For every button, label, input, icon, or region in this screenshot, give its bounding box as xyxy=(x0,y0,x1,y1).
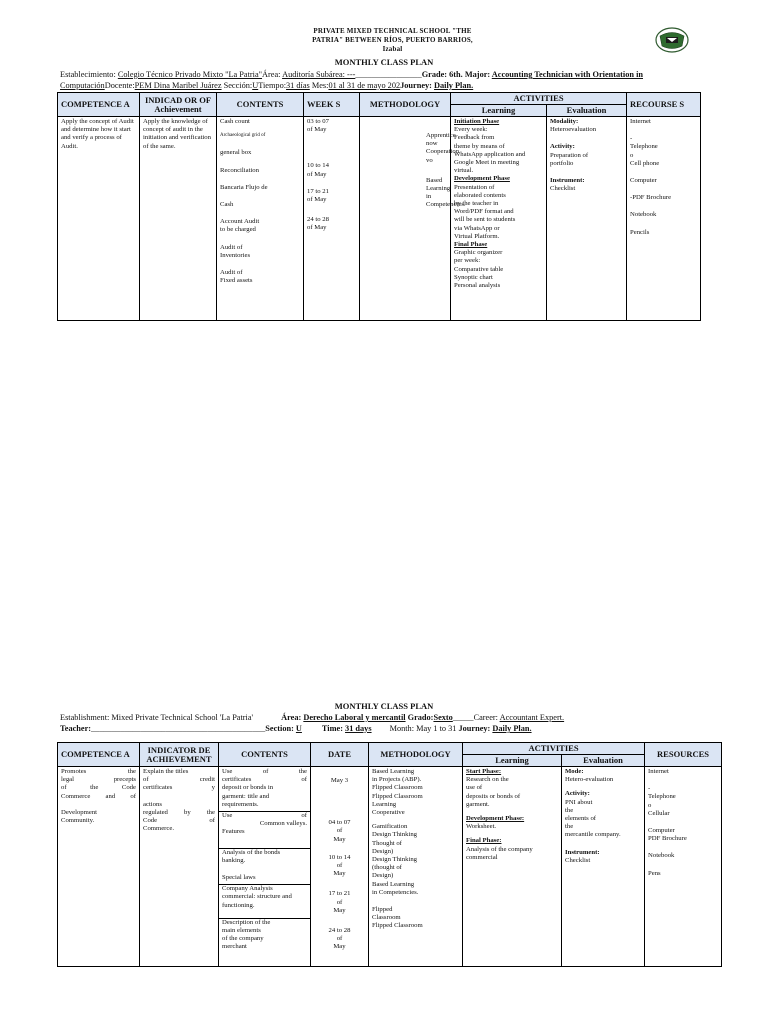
plan1-info-row-2 xyxy=(60,80,473,91)
header-competence: COMPETENCE A xyxy=(58,743,140,767)
journey-value: Daily Plan. xyxy=(434,81,474,90)
plan1-info-row-1 xyxy=(60,69,643,80)
competence-cell xyxy=(58,767,140,967)
activity-line: mercantile company. xyxy=(565,831,621,839)
activity-label: Activity: xyxy=(565,790,590,798)
date-line: of xyxy=(336,827,343,835)
method-line: Gamification xyxy=(372,823,408,831)
date-line: of xyxy=(336,898,343,906)
plan2-info-row-2 xyxy=(60,723,532,734)
resource-line: - xyxy=(648,785,651,793)
header-evaluation: Evaluation xyxy=(547,105,627,117)
evaluation-cell xyxy=(547,117,627,321)
section-label: Sección: xyxy=(221,81,253,90)
school-header xyxy=(250,27,535,54)
method-line: Cooperation xyxy=(426,148,460,156)
header-activities: ACTIVITIES xyxy=(463,743,645,755)
header-indicator: INDICATOR DE ACHIEVEMENT xyxy=(140,743,219,767)
plan2-title: MONTHLY CLASS PLAN xyxy=(334,701,434,711)
resource-line: Notebook xyxy=(648,852,675,860)
resource-line: Internet xyxy=(630,118,651,125)
phase-title: Initiation Phase xyxy=(454,118,500,125)
resource-line: Cell phone xyxy=(630,159,660,167)
school-location: Izabal xyxy=(382,45,403,53)
time-label: Tiempo: xyxy=(258,81,287,90)
learning-line: per week: xyxy=(454,257,481,265)
header-date: DATE xyxy=(311,743,369,767)
activity-line: elements of xyxy=(565,815,597,823)
content-line: functioning. xyxy=(222,901,255,909)
content-block xyxy=(219,768,310,812)
content-line: Use of the xyxy=(222,768,307,775)
content-line: merchant xyxy=(222,943,247,951)
content-line: commercial: structure and xyxy=(222,893,292,901)
content-line: Common valleys. xyxy=(259,820,307,828)
learning-line: Comparative table xyxy=(454,265,504,273)
plan1-title: MONTHLY CLASS PLAN xyxy=(334,57,434,67)
learning-line: by the teacher in xyxy=(454,200,499,208)
plan2-table xyxy=(57,742,722,967)
content-line: Cash count xyxy=(220,118,250,125)
establishment-label: Establecimiento: xyxy=(60,70,118,79)
method-line: Design) xyxy=(372,872,394,880)
method-line: (thought of xyxy=(372,864,402,872)
resource-line: o xyxy=(648,801,652,809)
learning-line: Google Meet in meeting xyxy=(454,159,520,167)
method-line: Flipped xyxy=(372,906,393,914)
method-line: Based Learning xyxy=(426,176,451,193)
learning-line: via WhatsApp or xyxy=(454,224,500,232)
learning-line: Analysis of the company xyxy=(466,845,533,853)
time-value: 31 días xyxy=(286,81,310,90)
method-line: Design Thinking xyxy=(372,831,418,839)
date-line: 24 to 28 xyxy=(328,927,351,935)
activity-line: portfolio xyxy=(550,159,574,167)
content-line: Bancaria Flujo de xyxy=(220,183,268,191)
indicator-line: Explain the titles xyxy=(143,768,189,775)
modality-label: Modality: xyxy=(550,118,579,125)
resources-cell xyxy=(645,767,722,967)
grado-value: Sexto xyxy=(433,713,453,722)
journey-value: Daily Plan. xyxy=(492,724,532,733)
method-line: vo xyxy=(426,156,433,164)
area-value: Derecho Laboral y mercantil xyxy=(303,713,406,722)
area-label: Área: xyxy=(281,713,304,722)
competence-line: Community. xyxy=(61,817,95,825)
competence-line: Development xyxy=(61,808,98,816)
content-block xyxy=(219,812,310,849)
content-line: Reconciliation xyxy=(220,166,259,174)
header-competence: COMPETENCE A xyxy=(58,93,140,117)
modality-value: Heteroevaluation xyxy=(550,126,597,134)
week-line: of May xyxy=(307,224,327,232)
activity-label: Activity: xyxy=(550,143,575,151)
instrument-label: Instrument: xyxy=(550,177,585,185)
contents-cell xyxy=(217,117,304,321)
content-line: to be charged xyxy=(220,226,256,234)
journey-label: Journey: xyxy=(458,724,493,733)
teacher-blank: __________________________________________ xyxy=(91,724,266,733)
competence-line: of the Code xyxy=(61,784,136,792)
competence-text: Apply the concept of Audit and determine how it start and verify a process of Audit. xyxy=(61,118,134,150)
methodology-cell xyxy=(369,767,463,967)
grade-value: 6th. xyxy=(449,70,465,79)
method-line: Based Learning xyxy=(372,768,415,775)
content-line: Fixed assets xyxy=(220,277,253,285)
resource-line: Computer xyxy=(630,177,657,185)
header-learning: Learning xyxy=(451,105,547,117)
learning-line: Every week: xyxy=(454,126,488,134)
competence-line: Commerce and of xyxy=(61,792,136,800)
week-line: of May xyxy=(307,170,327,178)
method-line: Cooperative xyxy=(372,809,405,817)
resource-line: Notebook xyxy=(630,211,657,219)
learning-line: WhatsApp application and xyxy=(454,150,526,158)
area-label: Área: xyxy=(262,70,283,79)
phase-title: Start Phase: xyxy=(466,768,502,775)
learning-cell xyxy=(451,117,547,321)
method-line: now xyxy=(426,140,438,148)
time-value: 31 days xyxy=(345,724,372,733)
header-weeks: WEEK S xyxy=(304,93,360,117)
content-line: Account Audit xyxy=(220,218,260,226)
method-line: in Projects (ABP). xyxy=(372,776,422,784)
plan1-table xyxy=(57,92,701,321)
major-value: Accounting Technician with Orientation in xyxy=(491,70,643,79)
content-line: certificates of xyxy=(222,776,307,784)
grado-label: Grado: xyxy=(405,713,434,722)
month-label: Mes: xyxy=(309,81,329,90)
learning-line: garment. xyxy=(466,800,490,808)
date-line: 10 to 14 xyxy=(328,853,351,861)
content-block xyxy=(219,849,310,886)
header-contents: CONTENTS xyxy=(217,93,304,117)
week-line: of May xyxy=(307,196,327,204)
school-logo-icon xyxy=(655,27,689,53)
header-resources: RECOURSE S xyxy=(627,93,701,117)
date-line: May 3 xyxy=(330,777,349,784)
teacher-label: Teacher: xyxy=(60,724,92,733)
section-value: U xyxy=(295,724,302,733)
resource-line: PDF Brochure xyxy=(648,835,687,843)
date-line: May xyxy=(333,835,346,843)
activity-line: Preparation of xyxy=(550,151,589,159)
content-line: Audit of xyxy=(220,243,243,251)
content-line: Cash xyxy=(220,201,234,209)
method-line: Apprentice xyxy=(426,132,456,139)
indicator-line: regulated by the xyxy=(143,808,215,816)
school-name-line-1: PRIVATE MIXED TECHNICAL SCHOOL "THE xyxy=(313,27,472,35)
resource-line: - xyxy=(630,135,633,143)
learning-line: Graphic organizer xyxy=(454,249,503,257)
content-line: Archaeological grid of xyxy=(220,133,266,139)
establishment-value: Establishment: Mixed Private Technical School 'La Patria' xyxy=(60,713,254,722)
content-line: main elements xyxy=(222,927,261,935)
phase-title: Final Phase xyxy=(454,241,488,249)
resources-cell xyxy=(627,117,701,321)
learning-line: Feedback from xyxy=(454,134,495,142)
blank-line: _____ xyxy=(452,713,474,722)
date-line: 17 to 21 xyxy=(328,890,351,898)
major-label: Major: xyxy=(464,70,492,79)
content-line: garment: title and xyxy=(222,792,270,800)
learning-line: Research on the xyxy=(466,776,509,784)
header-evaluation: Evaluation xyxy=(562,755,645,767)
method-line: Classroom xyxy=(372,914,401,922)
phase-title: Development Phase: xyxy=(466,815,525,823)
journey-label: Journey: xyxy=(400,81,435,90)
major-continued: Computación xyxy=(60,81,105,90)
area-value: Auditoría Subárea: --- xyxy=(282,70,356,79)
date-line: May xyxy=(333,943,346,951)
career-label: Career: xyxy=(473,713,500,722)
resource-line: o xyxy=(630,151,634,159)
competence-cell xyxy=(58,117,140,321)
resource-line: Telephone xyxy=(630,143,658,151)
resource-line: Pencils xyxy=(630,228,650,236)
learning-line: Synoptic chart xyxy=(454,273,493,281)
content-block xyxy=(219,885,310,919)
date-line: May xyxy=(333,870,346,878)
instrument-label: Instrument: xyxy=(565,848,600,856)
competence-line: legal precepts xyxy=(61,776,136,784)
plan2-info-row-1 xyxy=(60,712,564,723)
content-line: requirements. xyxy=(222,800,259,808)
career-value: Accountant Expert. xyxy=(499,713,565,722)
week-line: 10 to 14 xyxy=(307,162,329,170)
school-name-line-2: PATRIA" BETWEEN RÍOS, PUERTO BARRIOS, xyxy=(312,36,473,44)
month-value: Month: May 1 to 31 xyxy=(389,724,457,733)
mode-label: Mode: xyxy=(565,768,584,775)
indicator-line: of credit xyxy=(143,776,215,784)
phase-title: Final Phase: xyxy=(466,837,502,845)
learning-line: elaborated contents xyxy=(454,191,506,199)
method-line: Flipped Classroom xyxy=(372,922,423,930)
phase-title: Development Phase xyxy=(454,175,510,183)
resource-line: Cellular xyxy=(648,809,670,817)
date-line: of xyxy=(336,935,343,943)
teacher-value: PEM Dina Maribel Juárez xyxy=(134,81,222,90)
competence-line: Promotes the xyxy=(61,768,136,775)
date-line: May xyxy=(333,906,346,914)
content-line: Audit of xyxy=(220,269,243,277)
learning-line: use of xyxy=(466,784,483,792)
teacher-label: Docente: xyxy=(104,81,135,90)
header-contents: CONTENTS xyxy=(219,743,311,767)
date-line: 04 to 07 xyxy=(328,819,351,827)
header-activities: ACTIVITIES xyxy=(451,93,627,105)
content-line: Company Analysis xyxy=(222,885,273,893)
method-line: Learning xyxy=(372,800,397,808)
contents-cell xyxy=(219,767,311,967)
content-line: of the company xyxy=(222,935,264,943)
weeks-cell xyxy=(304,117,360,321)
header-indicator: INDICAD OR OF Achievement xyxy=(140,93,217,117)
date-cell xyxy=(311,767,369,967)
learning-line: virtual. xyxy=(454,167,474,175)
learning-line: will be sent to students xyxy=(454,216,516,224)
learning-line: Worksheet. xyxy=(466,823,497,831)
indicator-line: actions xyxy=(143,800,162,808)
method-line: Flipped Classroom xyxy=(372,784,423,792)
method-line: Thought of xyxy=(372,839,402,847)
learning-line: Personal analysis xyxy=(454,282,501,290)
resource-line: Pens xyxy=(648,869,661,877)
learning-line: Word/PDF format and xyxy=(454,208,514,216)
header-methodology: METHODOLOGY xyxy=(369,743,463,767)
content-line: Description of the xyxy=(222,918,271,926)
section-label: Section: xyxy=(265,724,296,733)
grade-label: Grade: xyxy=(421,70,450,79)
header-resources: RESOURCES xyxy=(645,743,722,767)
activity-line: the xyxy=(565,823,574,831)
time-label: Time: xyxy=(321,724,346,733)
content-line: Features xyxy=(222,828,245,836)
content-line: Use of xyxy=(222,812,307,820)
section-value: U xyxy=(252,81,259,90)
resource-line: Computer xyxy=(648,827,675,835)
content-line: deposit or bonds in xyxy=(222,784,274,792)
content-line: banking. xyxy=(222,856,246,864)
blank-line: ________________ xyxy=(355,70,422,79)
establishment-value: Colegio Técnico Privado Mixto "La Patria" xyxy=(117,70,263,79)
indicator-cell xyxy=(140,117,217,321)
indicator-line: Commerce. xyxy=(143,825,175,833)
learning-line: Presentation of xyxy=(454,183,495,191)
content-block xyxy=(222,919,307,952)
evaluation-cell xyxy=(562,767,645,967)
date-line: of xyxy=(336,862,343,870)
method-line: Design Thinking xyxy=(372,856,418,864)
method-line: Flipped Classroom xyxy=(372,792,423,800)
indicator-text: Apply the knowledge of concept of audit in the initiation and verification of the same. xyxy=(143,118,211,150)
method-line: in Competencies. xyxy=(372,888,419,896)
method-line: Design) xyxy=(372,847,394,855)
resource-line: -PDF Brochure xyxy=(630,194,672,202)
instrument-value: Checklist xyxy=(565,856,591,864)
activity-line: PNI about xyxy=(565,798,593,806)
learning-line: deposits or bonds of xyxy=(466,792,521,800)
learning-line: theme by means of xyxy=(454,142,505,150)
indicator-line: certificates y xyxy=(143,784,215,792)
activity-line: the xyxy=(565,806,574,814)
content-line: Inventories xyxy=(220,251,251,259)
method-line: in Competencies. xyxy=(426,193,466,209)
month-value: 01 al 31 de mayo 202 xyxy=(328,81,401,90)
week-line: 03 to 07 xyxy=(307,118,329,125)
instrument-value: Checklist xyxy=(550,185,576,193)
method-line: Based Learning xyxy=(372,880,415,888)
learning-line: Virtual Platform. xyxy=(454,232,500,240)
week-line: 17 to 21 xyxy=(307,187,329,195)
learning-cell xyxy=(463,767,562,967)
content-line: Analysis of the bonds xyxy=(222,848,281,856)
content-line: general box xyxy=(220,149,252,157)
week-line: 24 to 28 xyxy=(307,216,329,224)
resource-line: Internet xyxy=(648,768,669,775)
content-line: Special laws xyxy=(222,874,256,882)
mode-value: Hetero-evaluation xyxy=(565,776,614,784)
week-line: of May xyxy=(307,126,327,134)
indicator-line: Code of xyxy=(143,817,215,825)
learning-line: commercial xyxy=(466,853,498,861)
header-methodology: METHODOLOGY xyxy=(360,93,451,117)
resource-line: Telephone xyxy=(648,793,676,801)
header-learning: Learning xyxy=(463,755,562,767)
indicator-cell xyxy=(140,767,219,967)
